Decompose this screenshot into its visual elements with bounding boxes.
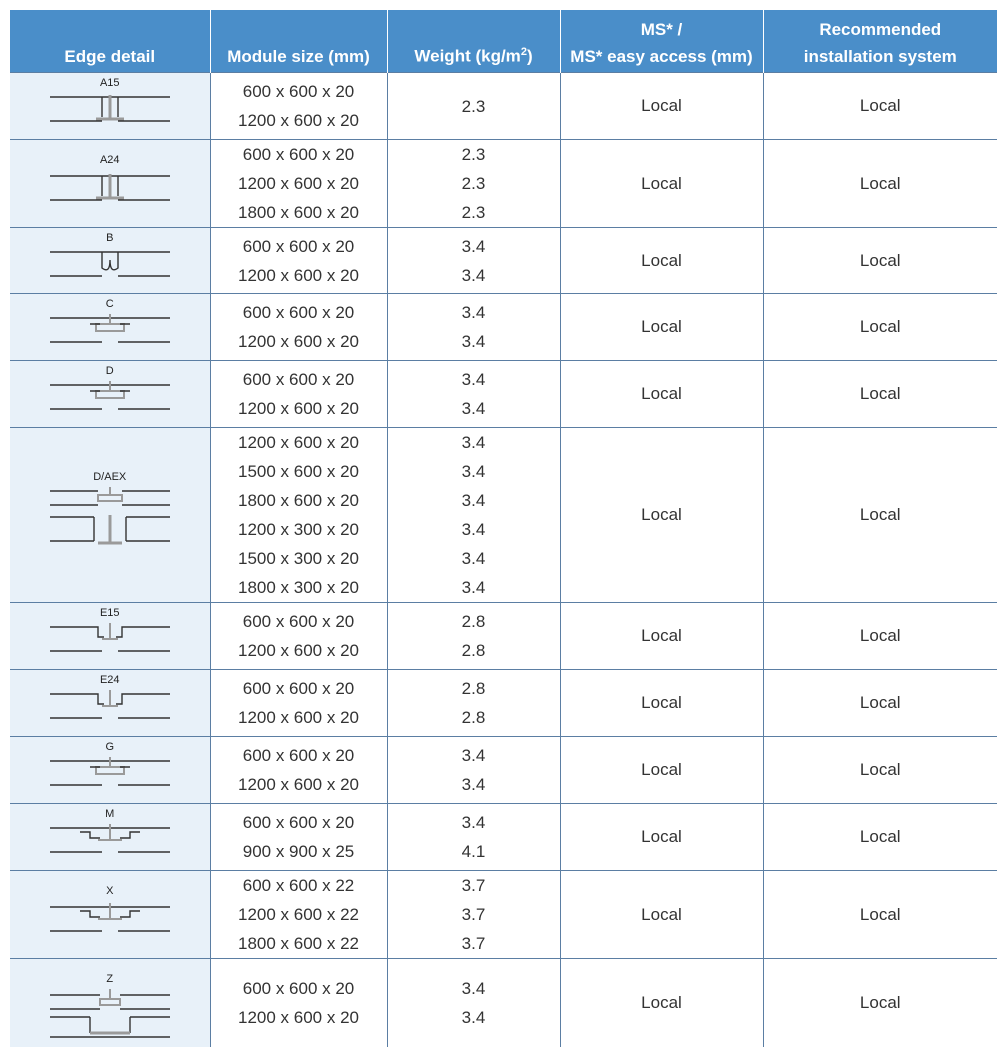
module-size-value: 1200 x 600 x 22 [238, 905, 359, 924]
module-size-cell [210, 428, 387, 603]
recommended-value-cell: Local [763, 73, 997, 140]
weight-value: 2.8 [461, 708, 486, 727]
module-size-cell [210, 140, 387, 228]
module-size-value: 1200 x 600 x 20 [238, 1007, 359, 1027]
weight-value: 3.4 [461, 520, 486, 539]
weight-value: 3.4 [461, 775, 486, 794]
edge-detail-cell [10, 959, 210, 1047]
weight-value: 3.4 [461, 491, 486, 510]
weight-value: 3.4 [461, 549, 486, 568]
weight-value: 3.7 [461, 934, 486, 953]
edge-profile-icon [50, 246, 170, 285]
weight-value: 3.4 [461, 236, 486, 256]
header-ms-line2: MS* easy access (mm) [570, 47, 753, 66]
module-size-value: 1200 x 300 x 20 [238, 520, 359, 539]
ms-value-cell: Local [560, 361, 763, 428]
weight-value: 3.4 [461, 978, 486, 998]
module-size-value: 1200 x 600 x 20 [238, 708, 359, 727]
edge-profile-icon [50, 312, 170, 351]
module-size-cell [210, 871, 387, 959]
weight-cell [387, 959, 560, 1047]
module-size-value: 1200 x 600 x 20 [238, 265, 359, 285]
edge-code-label: G [105, 741, 115, 753]
weight-value: 2.3 [461, 96, 486, 116]
module-size-value: 600 x 600 x 22 [242, 876, 355, 895]
module-size-cell [210, 670, 387, 737]
table-row [10, 73, 997, 140]
edge-profile-icon [50, 170, 170, 209]
ms-value-cell: Local [560, 603, 763, 670]
edge-profile-icon [50, 822, 170, 861]
module-size-value: 600 x 600 x 20 [242, 236, 355, 256]
table-row [10, 361, 997, 428]
weight-value: 4.1 [461, 842, 486, 861]
weight-value: 3.7 [461, 905, 486, 924]
edge-profile-icon [50, 91, 170, 130]
module-size-value: 600 x 600 x 20 [242, 82, 355, 101]
edge-profile-icon [50, 621, 170, 660]
recommended-value-cell: Local [763, 603, 997, 670]
edge-code-label: M [105, 808, 115, 820]
table-row [10, 294, 997, 361]
ms-value-cell: Local [560, 670, 763, 737]
recommended-value-cell: Local [763, 959, 997, 1047]
header-ms-line1: MS* / [640, 20, 683, 39]
edge-detail-cell [10, 428, 210, 603]
header-recommended-line2: installation system [803, 47, 957, 66]
ms-value-cell: Local [560, 228, 763, 294]
module-size-value: 600 x 600 x 20 [242, 370, 355, 389]
module-size-value: 1500 x 600 x 20 [238, 462, 359, 481]
header-recommended [763, 10, 997, 73]
weight-value: 2.8 [461, 612, 486, 631]
weight-value: 3.4 [461, 1007, 486, 1027]
recommended-value-cell: Local [763, 294, 997, 361]
table-row [10, 670, 997, 737]
module-size-value: 1200 x 600 x 20 [238, 399, 359, 418]
module-size-value: 600 x 600 x 20 [242, 612, 355, 631]
weight-value: 2.3 [461, 203, 486, 222]
weight-value: 3.4 [461, 746, 486, 765]
weight-cell [387, 428, 560, 603]
table-row [10, 140, 997, 228]
edge-detail-cell [10, 670, 210, 737]
ms-value-cell: Local [560, 73, 763, 140]
module-size-value: 1500 x 300 x 20 [238, 549, 359, 568]
module-size-value: 1200 x 600 x 20 [238, 111, 359, 130]
edge-code-label: A15 [99, 77, 120, 89]
header-recommended-line1: Recommended [819, 20, 942, 39]
module-size-value: 1800 x 300 x 20 [238, 578, 359, 597]
edge-code-label: Z [106, 973, 114, 985]
table-row [10, 603, 997, 670]
table-row [10, 228, 997, 294]
edge-detail-cell [10, 73, 210, 140]
weight-value: 2.3 [461, 145, 486, 164]
module-size-value: 600 x 600 x 20 [242, 813, 355, 832]
edge-detail-cell [10, 294, 210, 361]
edge-detail-cell [10, 361, 210, 428]
header-weight [387, 10, 560, 73]
header-module-size: Module size (mm) [210, 10, 387, 73]
module-size-value: 600 x 600 x 20 [242, 145, 355, 164]
weight-cell [387, 294, 560, 361]
module-size-value: 600 x 600 x 20 [242, 303, 355, 322]
table-row [10, 804, 997, 871]
weight-cell [387, 361, 560, 428]
weight-value: 2.3 [461, 174, 486, 193]
edge-profile-icon [50, 755, 170, 794]
ms-value-cell: Local [560, 737, 763, 804]
module-size-cell [210, 73, 387, 140]
module-size-value: 1800 x 600 x 22 [238, 934, 359, 953]
ms-value-cell: Local [560, 804, 763, 871]
module-size-value: 1200 x 600 x 20 [238, 174, 359, 193]
module-size-cell [210, 294, 387, 361]
recommended-value-cell: Local [763, 871, 997, 959]
weight-cell [387, 228, 560, 294]
edge-code-label: E24 [99, 674, 120, 686]
product-table-container [10, 10, 997, 1047]
edge-profile-icon [50, 901, 170, 940]
edge-detail-cell [10, 140, 210, 228]
module-size-value: 900 x 900 x 25 [242, 842, 355, 861]
table-body [10, 73, 997, 1047]
weight-value: 2.8 [461, 679, 486, 698]
header-edge-detail: Edge detail [10, 10, 210, 73]
edge-code-label: D [105, 365, 114, 377]
weight-value: 3.7 [461, 876, 486, 895]
table-row [10, 428, 997, 603]
module-size-value: 1200 x 600 x 20 [238, 332, 359, 351]
weight-value: 3.4 [461, 332, 486, 351]
recommended-value-cell: Local [763, 804, 997, 871]
weight-value: 3.4 [461, 462, 486, 481]
weight-value: 3.4 [461, 370, 486, 389]
weight-cell [387, 670, 560, 737]
weight-value: 3.4 [461, 433, 486, 452]
weight-cell [387, 73, 560, 140]
table-row [10, 959, 997, 1047]
weight-cell [387, 140, 560, 228]
weight-cell [387, 871, 560, 959]
module-size-value: 600 x 600 x 20 [242, 679, 355, 698]
edge-profile-icon [50, 989, 170, 1046]
module-size-value: 1800 x 600 x 20 [238, 203, 359, 222]
edge-code-label: D/AEX [93, 471, 127, 483]
module-size-cell [210, 737, 387, 804]
module-size-value: 1200 x 600 x 20 [238, 433, 359, 452]
header-weight-close: ) [526, 47, 533, 66]
header-ms [560, 10, 763, 73]
edge-detail-cell [10, 737, 210, 804]
header-weight-superscript: 2 [520, 46, 527, 59]
module-size-cell [210, 959, 387, 1047]
weight-value: 3.4 [461, 399, 486, 418]
recommended-value-cell: Local [763, 140, 997, 228]
module-size-value: 1200 x 600 x 20 [238, 641, 359, 660]
table-header-row [10, 10, 997, 73]
module-size-cell [210, 804, 387, 871]
recommended-value-cell: Local [763, 228, 997, 294]
table-row [10, 871, 997, 959]
edge-code-label: X [106, 885, 114, 897]
ms-value-cell: Local [560, 294, 763, 361]
edge-profile-icon [50, 379, 170, 418]
ms-value-cell: Local [560, 959, 763, 1047]
ms-value-cell: Local [560, 140, 763, 228]
ms-value-cell: Local [560, 871, 763, 959]
edge-detail-cell [10, 603, 210, 670]
edge-code-label: C [105, 298, 114, 310]
recommended-value-cell: Local [763, 670, 997, 737]
edge-profile-icon [50, 688, 170, 727]
recommended-value-cell: Local [763, 361, 997, 428]
weight-value: 3.4 [461, 813, 486, 832]
recommended-value-cell: Local [763, 737, 997, 804]
weight-cell [387, 804, 560, 871]
module-size-value: 1800 x 600 x 20 [238, 491, 359, 510]
weight-value: 2.8 [461, 641, 486, 660]
edge-code-label: B [106, 232, 114, 244]
edge-profile-icon [50, 487, 170, 552]
module-size-value: 1200 x 600 x 20 [238, 775, 359, 794]
module-size-value: 600 x 600 x 20 [242, 746, 355, 765]
module-size-value: 600 x 600 x 20 [242, 978, 355, 998]
module-size-cell [210, 361, 387, 428]
edge-detail-cell [10, 871, 210, 959]
module-size-cell [210, 603, 387, 670]
ms-value-cell: Local [560, 428, 763, 603]
edge-code-label: A24 [99, 154, 120, 166]
weight-cell [387, 603, 560, 670]
edge-detail-cell [10, 804, 210, 871]
edge-detail-cell [10, 228, 210, 294]
header-weight-text: Weight (kg/m [414, 47, 521, 66]
module-size-cell [210, 228, 387, 294]
weight-value: 3.4 [461, 578, 486, 597]
weight-cell [387, 737, 560, 804]
weight-value: 3.4 [461, 303, 486, 322]
table-row [10, 737, 997, 804]
edge-detail-table [10, 10, 997, 1047]
recommended-value-cell: Local [763, 428, 997, 603]
edge-code-label: E15 [99, 607, 120, 619]
weight-value: 3.4 [461, 265, 486, 285]
